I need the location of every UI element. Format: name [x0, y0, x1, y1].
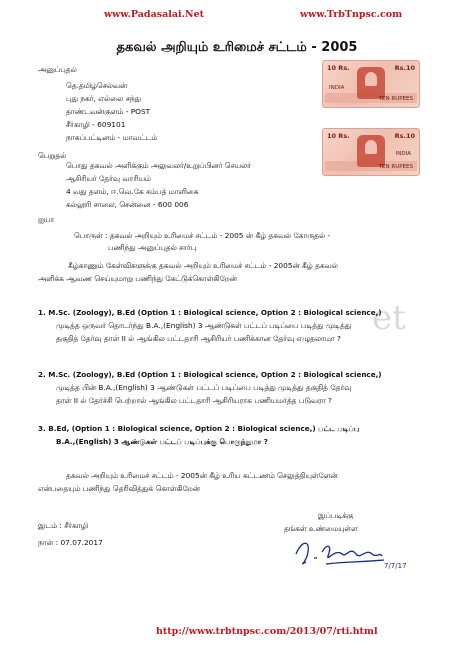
- question-1-line: 1. M.Sc. (Zoology), B.Ed (Option 1 : Biological science, Option 2 : Biological science,): [38, 308, 382, 317]
- signature-date: 7/7/17: [384, 562, 407, 570]
- header-left-link[interactable]: www.Padasalai.Net: [104, 9, 205, 20]
- question-2-line: தாள் II ல் தேர்ச்சி பெற்றால் ஆங்கில பட்டதாரி ஆசிரியராக பணியமர்த்த படுவரா ?: [56, 396, 332, 405]
- date: நாள் : 07.07.2017: [38, 538, 103, 547]
- question-2-line: முடித்த பின் B.A.,(English) 3 ஆண்டுகள் பட்டப் படிப்பை படித்து முடித்து தகுதித் தேர்வு: [56, 383, 352, 392]
- subject-line: பணிந்து அனுப்புதல் சார்பு: [108, 243, 197, 252]
- stamp-caption: TEN RUPEES: [378, 164, 413, 170]
- subject-line: பொருள் : தகவல் அறியும் உரிமைச் சட்டம் - 2005 ன் கீழ் தகவல் கோருதல் -: [74, 231, 331, 240]
- document-title: தகவல் அறியும் உரிமைச் சட்டம் - 2005: [116, 40, 358, 55]
- stamp-value: 10 Rs.: [327, 132, 350, 140]
- to-line: ஆசிரியர் தேர்வு வாரியம்: [66, 174, 151, 183]
- from-label: அனுப்புதல்: [38, 65, 77, 74]
- salutation: ஐயா: [38, 215, 55, 224]
- question-2-line: 2. M.Sc. (Zoology), B.Ed (Option 1 : Biological science, Option 2 : Biological science,): [38, 370, 382, 379]
- signoff-line: தங்கள் உண்மையுள்ள: [284, 524, 358, 533]
- from-line: நாகப்பட்டினம் - மாவட்டம்: [66, 133, 158, 142]
- to-line: கல்லூரி சாலை, சென்னை - 600 006: [66, 200, 189, 209]
- to-line: 4 வது தளம், ஈ.வெ.கே சம்பத் மாளிகை: [66, 187, 199, 196]
- stamp-value-right: Rs.10: [394, 132, 415, 140]
- stamp-value-right: Rs.10: [394, 64, 415, 72]
- closing-line: என்பதையும் பணிந்து தெரிவித்துக் கொள்கிறேன்: [38, 484, 200, 493]
- stamp-value: 10 Rs.: [327, 64, 350, 72]
- question-1-line: முடித்த ஒருவர் தொடர்ந்து B.A.,(English) 3 ஆண்டுகள் பட்டப் படிப்பை படித்து முடித்து: [56, 321, 352, 330]
- intro-line: கீழ்காணும் கேள்விகளுக்கு தகவல் அறியும் உரிமைச் சட்டம் - 2005ன் கீழ் தகவல்: [68, 261, 338, 270]
- from-line: தெ.தமிழ்செல்வன்: [66, 81, 128, 90]
- closing-line: தகவல் அறியும் உரிமைச் சட்டம் - 2005ன் கீழ் உரிய கட்டணம் செலுத்தியுள்ளேன்: [66, 471, 338, 480]
- court-fee-stamp: [322, 128, 420, 176]
- question-3-line: 3. B.Ed, (Option 1 : Biological science, Option 2 : Biological science,) பட்ட படிப்பு: [38, 424, 360, 433]
- from-line: சீர்காழி - 609101: [66, 120, 126, 129]
- watermark: et: [372, 298, 406, 338]
- signoff-line: இப்படிக்கு: [318, 511, 354, 520]
- from-line: தாண்டவன்குளம் - POST: [66, 107, 151, 116]
- place: இடம் : சீர்காழி: [38, 521, 89, 530]
- from-line: புது நகர், எல்லை சந்து: [66, 94, 141, 103]
- to-line: பொது தகவல் அளிக்கும் அலுவலர்/உறுப்பினர் செயலர்: [66, 161, 251, 170]
- court-fee-stamp: [322, 60, 420, 108]
- question-1-line: தகுதித் தேர்வு தாள் II ல் ஆங்கில பட்டதாரி ஆசிரியர் பணிக்கான தேர்வு எழுதலாமா ?: [56, 334, 341, 343]
- question-3-line: B.A.,(English) 3 ஆண்டுகள் பட்டப் படிப்புக்கு பொருந்துமா ?: [56, 437, 268, 446]
- intro-line: அளிக்க ஆவண செய்யுமாறு பணிந்து கேட்டுக்கொள்கிறேன்: [38, 274, 237, 283]
- ashoka-emblem-icon: [357, 135, 385, 167]
- to-label: பெறுதல்: [38, 151, 67, 160]
- ashoka-emblem-icon: [357, 67, 385, 99]
- stamp-country: INDIA: [395, 151, 411, 157]
- header-right-link[interactable]: www.TrbTnpsc.com: [300, 9, 403, 20]
- handwritten-signature: [292, 532, 412, 572]
- footer-link[interactable]: http://www.trbtnpsc.com/2013/07/rti.html: [156, 626, 378, 637]
- stamp-country: INDIA: [329, 85, 345, 91]
- stamp-caption: TEN RUPEES: [378, 96, 413, 102]
